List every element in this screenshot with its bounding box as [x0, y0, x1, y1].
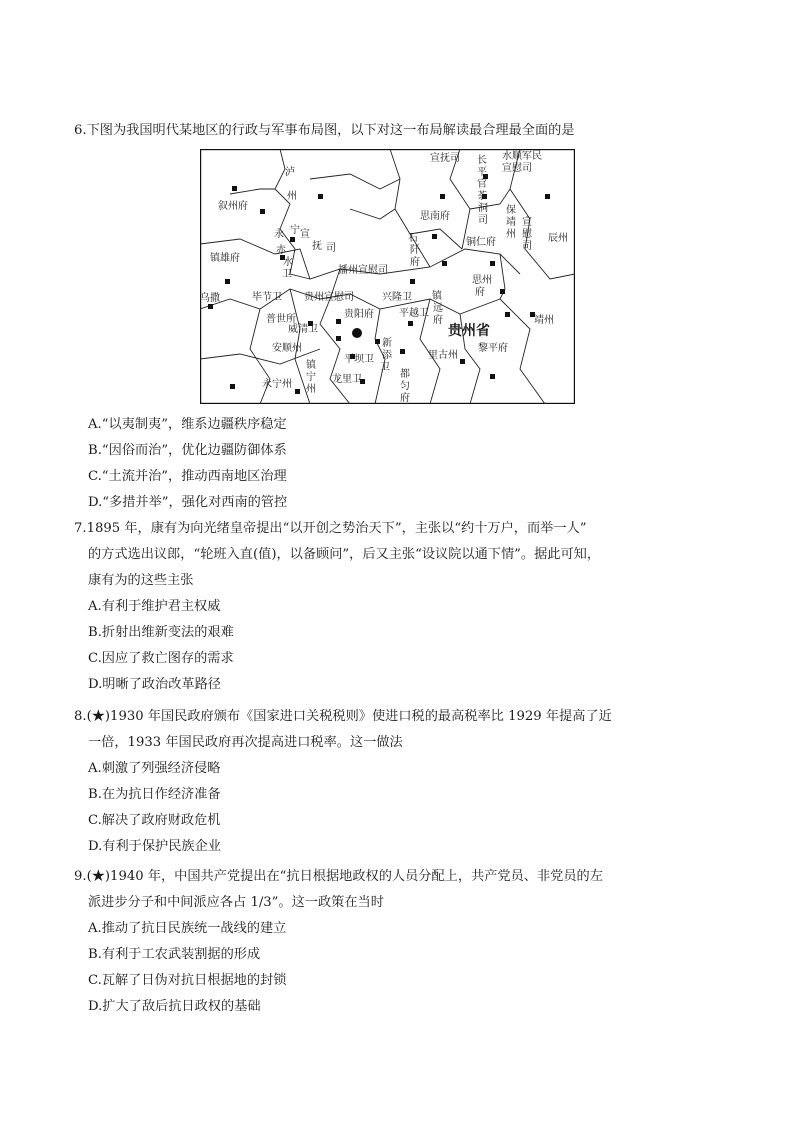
map-label: 镇雄府: [210, 253, 240, 264]
question-9-stem-line-1: 9.(★)1940 年，中国共产党提出在“抗日根据地政权的人员分配上，共产党员、非党员的左: [74, 869, 603, 884]
map-label: 宣: [300, 229, 310, 240]
map-label: 府: [410, 257, 420, 268]
option-6d[interactable]: D.“多措并举”，强化对西南的管控: [88, 495, 288, 510]
map-label: 思州: [472, 275, 492, 286]
question-9: [74, 864, 714, 1020]
map-label: 兴隆卫: [382, 292, 412, 303]
map-label: 司: [326, 243, 336, 254]
option-6a[interactable]: A.“以夷制夷”，维系边疆秩序稳定: [88, 417, 287, 432]
map-label: 石: [408, 233, 418, 244]
map-label: 永宁州: [262, 379, 292, 390]
option-8a[interactable]: A.刺激了列强经济侵略: [88, 761, 221, 776]
map-label: 靖: [506, 217, 516, 228]
option-8d[interactable]: D.有利于保护民族企业: [88, 839, 221, 854]
map-label: 都: [400, 369, 410, 380]
map-label: 宣抚司: [430, 153, 460, 164]
question-6-options: [74, 412, 714, 516]
map-label: 司: [522, 241, 532, 252]
map-label: 铜仁府: [466, 237, 496, 248]
map-label: 阡: [410, 245, 420, 256]
option-9b[interactable]: B.有利于工农武装割据的形成: [88, 947, 261, 962]
map-label: 府: [400, 393, 410, 404]
question-8-stem-line-1: 8.(★)1930 年国民政府颁布《国家进口关税税则》使进口税的最高税率比 1929 年提高了近: [74, 709, 612, 724]
map-label: 保: [506, 205, 516, 216]
map-label: 贵阳府: [344, 309, 374, 320]
option-9a[interactable]: A.推动了抗日民族统一战线的建立: [88, 921, 287, 936]
map-label: 普世所: [266, 314, 296, 325]
option-9d[interactable]: D.扩大了敌后抗日政权的基础: [88, 999, 261, 1014]
map-label: 毕节卫: [252, 292, 282, 303]
ming-guizhou-map: [200, 149, 575, 404]
map-label: 靖州: [534, 315, 554, 326]
map-label: 抚: [312, 241, 322, 252]
map-label: 长: [477, 155, 487, 166]
map-label: 镇: [432, 291, 442, 302]
map-label: 宣慰司: [502, 163, 532, 174]
map-label: 宁: [306, 372, 316, 383]
map-label: 安顺州: [272, 343, 302, 354]
map-label: 平越卫: [399, 308, 429, 319]
map-label: 新: [382, 338, 392, 349]
map-label: 龙里卫: [332, 374, 362, 385]
map-label: 赤: [276, 245, 286, 256]
map-label: 辰州: [548, 233, 568, 244]
map-label: 洞: [478, 203, 488, 214]
question-7-stem-line-1: 7.1895 年，康有为向光绪皇帝提出“以开创之势治天下”，主张以“约十万户，而举一人”: [74, 521, 587, 536]
map-label: 水顺军民: [502, 151, 542, 162]
map-label: 乌撒: [200, 293, 220, 304]
map-label: 贵州宣慰司: [304, 292, 354, 303]
question-7: [74, 516, 714, 698]
map-label: 卫: [282, 269, 292, 280]
option-7d[interactable]: D.明晰了政治改革路径: [88, 677, 221, 692]
option-7b[interactable]: B.折射出维新变法的艰难: [88, 625, 234, 640]
map-label: 镇: [306, 360, 316, 371]
option-8b[interactable]: B.在为抗日作经济准备: [88, 787, 221, 802]
map-label: 水: [283, 257, 293, 268]
map-label: 府: [433, 315, 443, 326]
option-7a[interactable]: A.有利于维护君主权威: [88, 599, 221, 614]
map-label: 里古州: [428, 350, 458, 361]
map-label: 州: [506, 229, 516, 240]
map-label: 州: [287, 191, 297, 202]
map-label: 匀: [400, 381, 410, 392]
map-label: 播州宣慰司: [338, 265, 388, 276]
map-label: 宣: [522, 217, 532, 228]
map-label: 黎平府: [478, 343, 508, 354]
map-label: 慰: [522, 229, 532, 240]
map-label: 泸: [285, 167, 295, 178]
map-label: 州: [306, 384, 316, 395]
option-7c[interactable]: C.因应了救亡图存的需求: [88, 651, 234, 666]
guiyang-capital-marker: [352, 328, 362, 338]
map-label: 叙州府: [218, 201, 248, 212]
question-8-stem-line-2: 一倍，1933 年国民政府再次提高进口税率。这一做法: [88, 735, 403, 750]
map-label: 司: [478, 215, 488, 226]
question-8: [74, 704, 714, 860]
map-label: 远: [433, 303, 443, 314]
map-label: 思南府: [420, 211, 450, 222]
question-7-stem-line-3: 康有为的这些主张: [88, 573, 194, 588]
map-label: 平坝卫: [344, 354, 374, 365]
map-label: 茶: [477, 191, 487, 202]
option-6c[interactable]: C.“土流并治”，推动西南地区治理: [88, 469, 287, 484]
map-label: 添: [382, 350, 392, 361]
map-label: 府: [475, 287, 485, 298]
map-label: 贵州省: [448, 323, 490, 339]
map-label: 宁: [290, 225, 300, 236]
question-6-stem: 6.下图为我国明代某地区的行政与军事布局图，以下对这一布局解读最合理最全面的是: [74, 123, 575, 138]
map-label: 威清卫: [288, 324, 318, 335]
question-9-stem-line-2: 派进步分子和中间派应各占 1/3”。这一政策在当时: [88, 895, 384, 910]
map-label: 平: [477, 167, 487, 178]
option-9c[interactable]: C.瓦解了日伪对抗日根据地的封锁: [88, 973, 287, 988]
option-6b[interactable]: B.“因俗而治”，优化边疆防御体系: [88, 443, 287, 458]
question-7-stem-line-2: 的方式选出议郎，“轮班入直(值)，以备顾问”，后又主张“设议院以通下情”。据此可知，: [88, 547, 601, 562]
map-label: 卫: [380, 362, 390, 373]
map-label: 官: [477, 179, 487, 190]
map-label: 永: [274, 229, 284, 240]
option-8c[interactable]: C.解决了政府财政危机: [88, 813, 221, 828]
